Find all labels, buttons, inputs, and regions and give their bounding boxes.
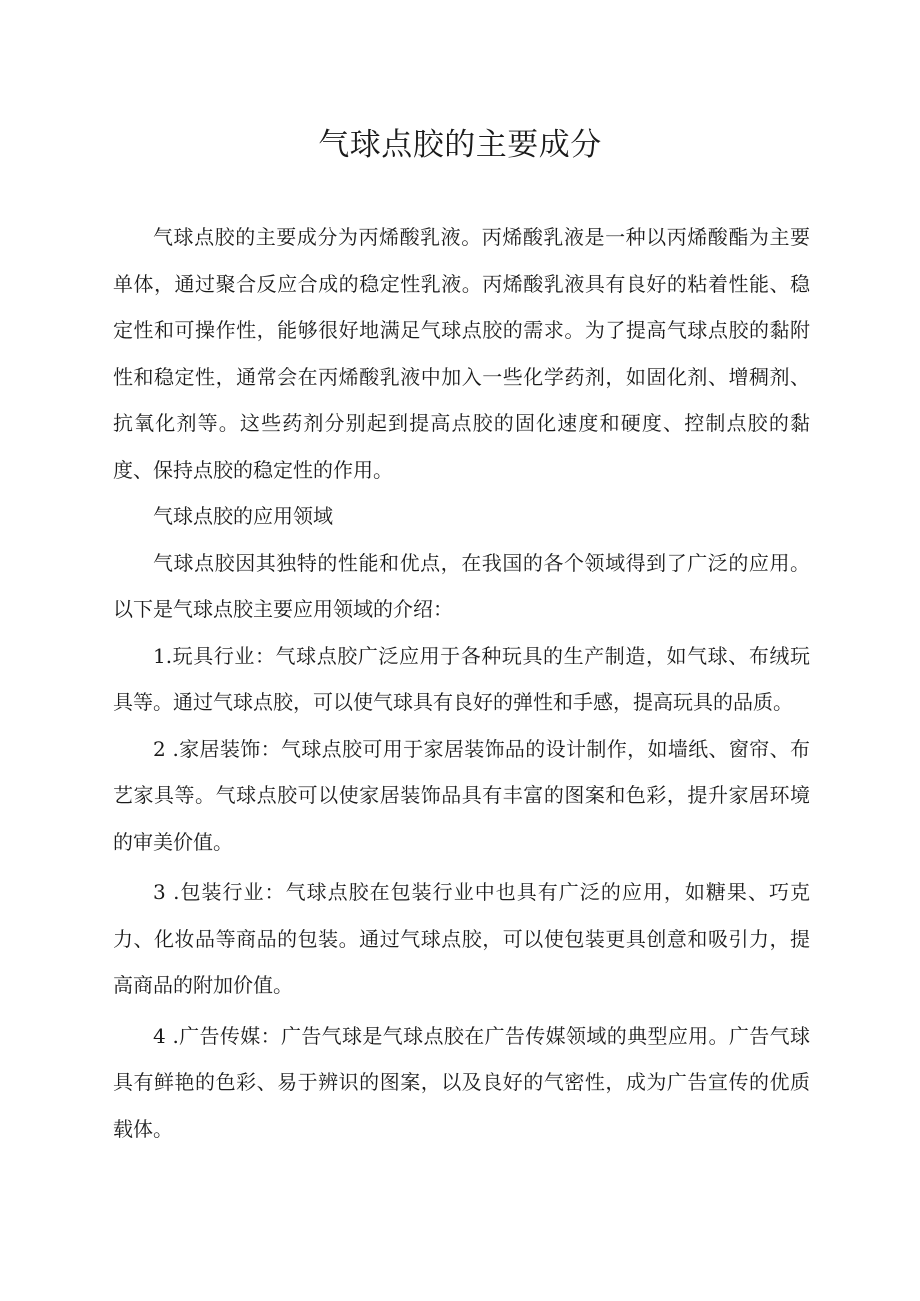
paragraph-main-ingredients: 气球点胶的主要成分为丙烯酸乳液。丙烯酸乳液是一种以丙烯酸酯为主要单体，通过聚合反应合成的稳定性乳液。丙烯酸乳液具有良好的粘着性能、稳定性和可操作性，能够很好地满足气球点胶的需求。为了提高气球点胶的黏附性和稳定性，通常会在丙烯酸乳液中加入一些化学药剂，如固化剂、增稠剂、抗氧化剂等。这些药剂分别起到提高点胶的固化速度和硬度、控制点胶的黏度、保持点胶的稳定性的作用。 <box>113 225 810 482</box>
document-title: 气球点胶的主要成分 <box>318 127 602 163</box>
paragraph-applications-intro: 气球点胶因其独特的性能和优点，在我国的各个领域得到了广泛的应用。以下是气球点胶主要应用领域的介绍： <box>113 550 810 621</box>
section-heading-applications: 气球点胶的应用领域 <box>153 504 333 528</box>
list-item-home-decor: 2 .家居装饰：气球点胶可用于家居装饰品的设计制作，如墙纸、窗帘、布艺家具等。气球点胶可以使家居装饰品具有丰富的图案和色彩，提升家居环境的审美价值。 <box>113 736 810 854</box>
document-body <box>113 214 810 1152</box>
list-item-packaging: 3 .包装行业：气球点胶在包装行业中也具有广泛的应用，如糖果、巧克力、化妆品等商品的包装。通过气球点胶，可以使包装更具创意和吸引力，提高商品的附加价值。 <box>113 880 810 997</box>
list-item-advertising: 4 .广告传媒：广告气球是气球点胶在广告传媒领域的典型应用。广告气球具有鲜艳的色彩、易于辨识的图案，以及良好的气密性，成为广告宣传的优质载体。 <box>113 1023 810 1141</box>
list-item-toys: 1.玩具行业：气球点胶广泛应用于各种玩具的生产制造，如气球、布绒玩具等。通过气球点胶，可以使气球具有良好的弹性和手感，提高玩具的品质。 <box>113 643 810 714</box>
